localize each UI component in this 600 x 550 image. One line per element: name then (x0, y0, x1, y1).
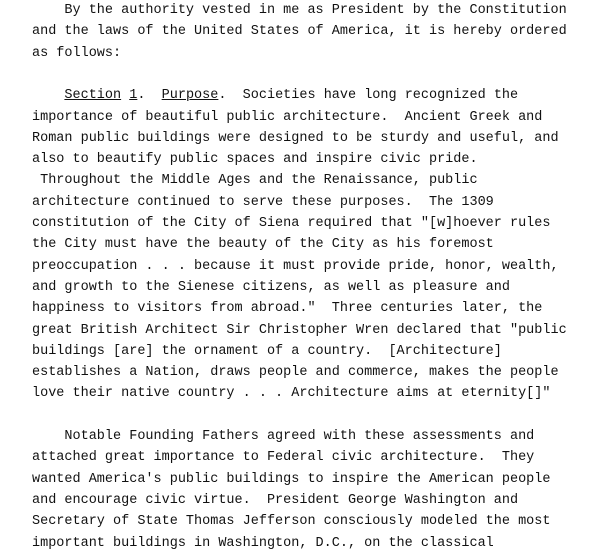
section-1-first-line (32, 85, 518, 106)
section-1-line: constitution of the City of Siena required that "[w]hoever rules (32, 216, 551, 231)
section-1-line: Roman public buildings were designed to be sturdy and useful, and (32, 130, 559, 146)
section-indent (32, 88, 64, 103)
paragraph-2-line: Notable Founding Fathers agreed with these assessments and (32, 429, 535, 444)
section-1-line: also to beautify public spaces and inspire civic pride. (32, 152, 478, 168)
intro-line: and the laws of the United States of America, it is hereby ordered (32, 24, 567, 40)
section-1-line: buildings [are] the ornament of a country. [Architecture] (32, 343, 502, 359)
section-1-line: establishes a Nation, draws people and commerce, makes the people (32, 365, 559, 381)
intro-line: as follows: (32, 45, 122, 61)
section-label: Section (64, 88, 122, 104)
section-1-line: the City must have the beauty of the City as his foremost (32, 237, 494, 253)
section-heading: Purpose (161, 88, 219, 104)
section-number: 1 (129, 88, 138, 104)
paragraph-2-line: attached great importance to Federal civic architecture. They (32, 450, 535, 466)
paragraph-2-line: important buildings in Washington, D.C., on the classical (32, 535, 494, 550)
paragraph-2-line: and encourage civic virtue. President George Washington and (32, 492, 519, 508)
section-1-line: happiness to visitors from abroad." Three centuries later, the (32, 301, 543, 317)
section-1-line: and growth to the Sienese citizens, as well as pleasure and (32, 279, 510, 295)
paragraph-2-line: wanted America's public buildings to inspire the American people (32, 471, 551, 487)
section-1-line: preoccupation . . . because it must provide pride, honor, wealth, (32, 258, 559, 274)
section-1-line: architecture continued to serve these purposes. The 1309 (32, 194, 494, 210)
section-separator: . (137, 88, 162, 104)
section-1-line: importance of beautiful public architecture. Ancient Greek and (32, 109, 543, 125)
section-first-sentence: . Societies have long recognized the (218, 88, 519, 104)
section-1-line: great British Architect Sir Christopher Wren declared that "public (32, 322, 567, 338)
intro-line: By the authority vested in me as President by the Constitution (32, 3, 567, 18)
paragraph-2-line: Secretary of State Thomas Jefferson consciously modeled the most (32, 514, 551, 530)
section-1-line: love their native country . . . Architecture aims at eternity[]" (32, 386, 551, 402)
section-1-line: Throughout the Middle Ages and the Renaissance, public (32, 173, 478, 189)
